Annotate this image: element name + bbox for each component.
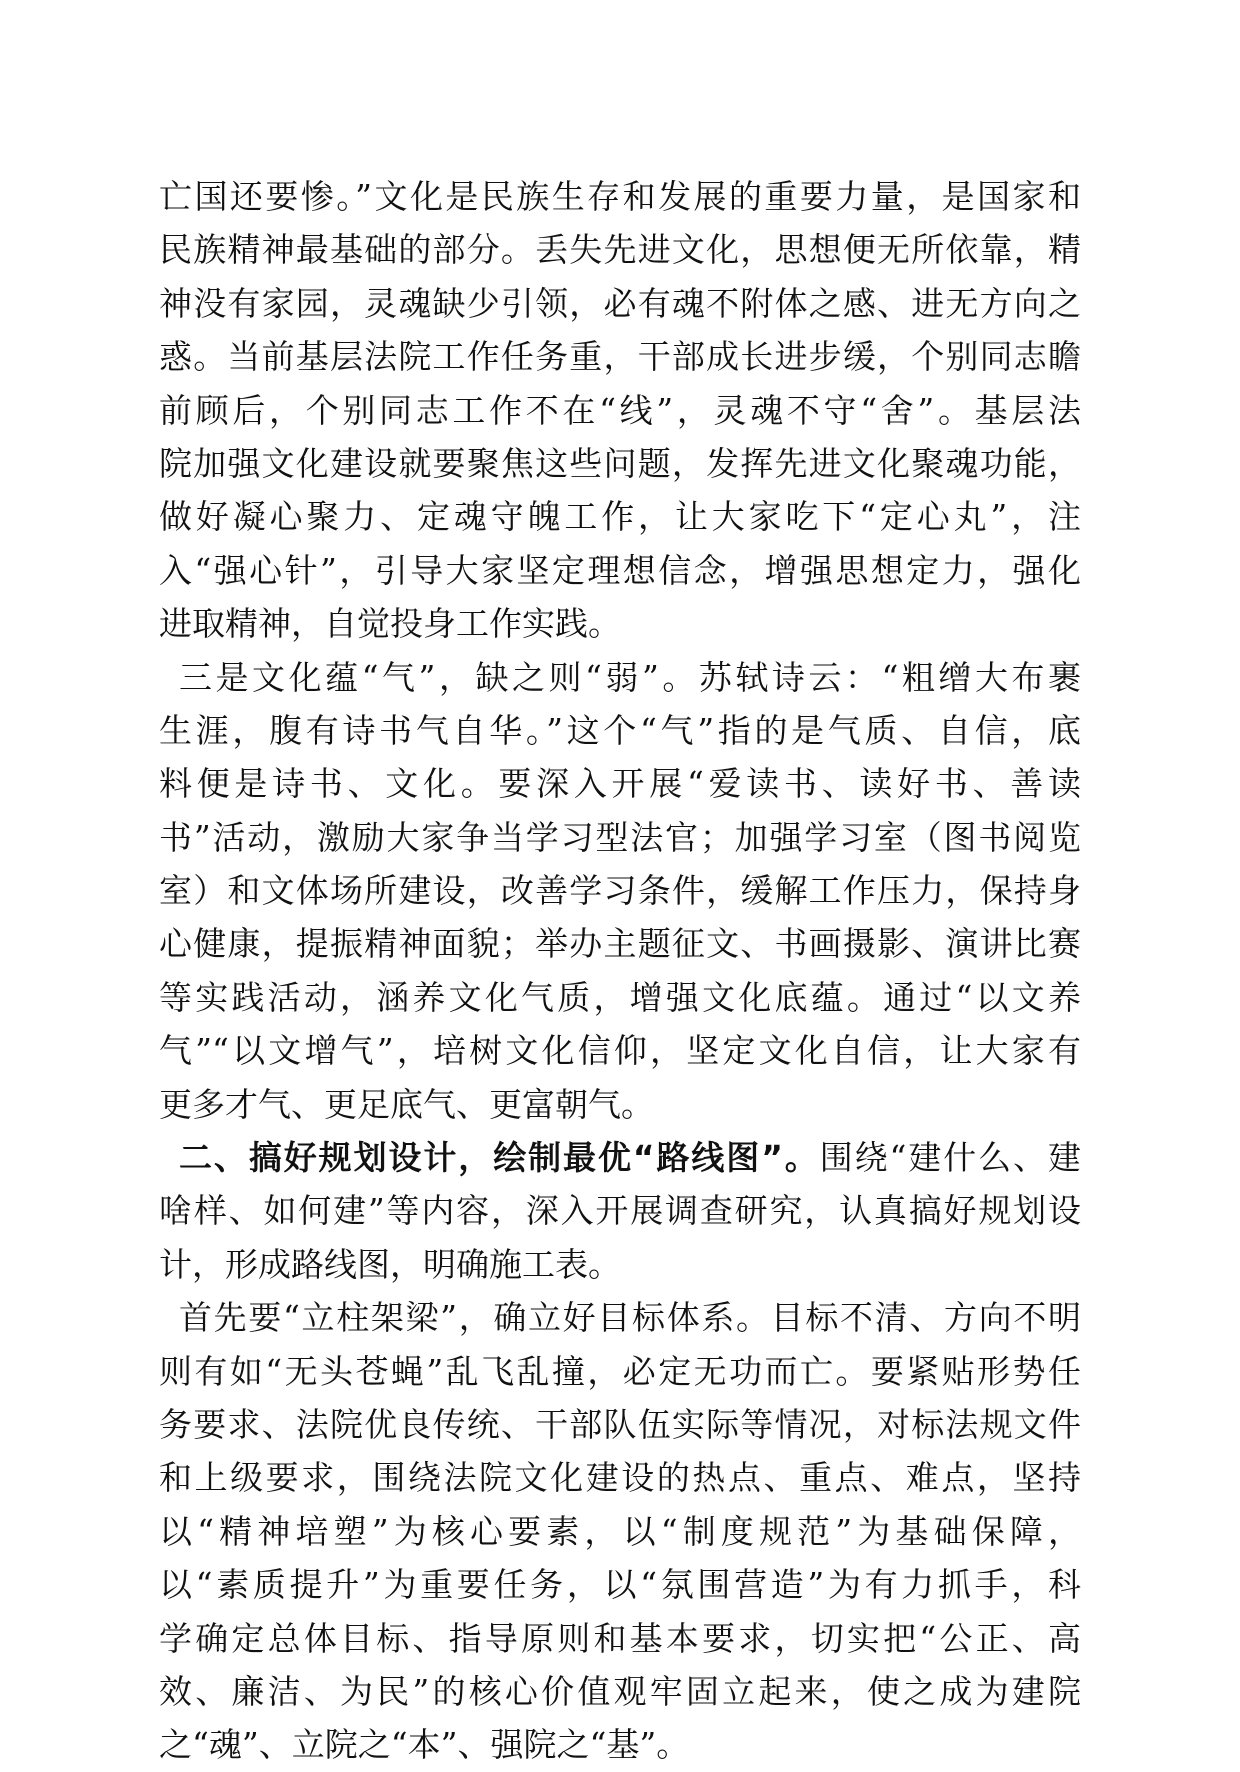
text-line: 料便是诗书、文化。要深入开展“爱读书、读好书、善读 [159, 764, 1081, 804]
section-heading-line [159, 1131, 1081, 1184]
text-line: 室）和文体场所建设，改善学习条件，缓解工作压力，保持身 [159, 871, 1081, 911]
text-line: 做好凝心聚力、定魂守魄工作，让大家吃下“定心丸”，注 [159, 497, 1081, 537]
text-line: 以“精神培塑”为核心要素，以“制度规范”为基础保障， [159, 1511, 1081, 1551]
paragraph-1 [159, 170, 1081, 651]
text-line: 更多才气、更足底气、更富朝气。 [159, 1084, 654, 1124]
text-line: 书”活动，激励大家争当学习型法官；加强学习室（图书阅览 [159, 817, 1081, 857]
text-line: 前顾后，个别同志工作不在“线”，灵魂不守“舍”。基层法 [159, 390, 1081, 430]
text-line: 气”“以文增气”，培树文化信仰，坚定文化自信，让大家有 [159, 1031, 1081, 1071]
text-line: 效、廉洁、为民”的核心价值观牢固立起来，使之成为建院 [159, 1671, 1081, 1711]
text-line: 三是文化蕴“气”，缺之则“弱”。苏轼诗云：“粗缯大布裹 [179, 657, 1081, 697]
text-line: 心健康，提振精神面貌；举办主题征文、书画摄影、演讲比赛 [159, 924, 1081, 964]
text-line: 和上级要求，围绕法院文化建设的热点、重点、难点，坚持 [159, 1458, 1081, 1498]
paragraph-4 [159, 1291, 1081, 1772]
text-line: 惑。当前基层法院工作任务重，干部成长进步缓，个别同志瞻 [159, 337, 1081, 377]
text-line: 首先要“立柱架梁”，确立好目标体系。目标不清、方向不明 [179, 1298, 1081, 1338]
text-line: 务要求、法院优良传统、干部队伍实际等情况，对标法规文件 [159, 1404, 1081, 1444]
text-line: 学确定总体目标、指导原则和基本要求，切实把“公正、高 [159, 1618, 1081, 1658]
text-line: 民族精神最基础的部分。丢失先进文化，思想便无所依靠，精 [159, 230, 1081, 270]
paragraph-2 [159, 651, 1081, 1132]
text-line: 啥样、如何建”等内容，深入开展调查研究，认真搞好规划设 [159, 1191, 1081, 1231]
text-line: 生涯，腹有诗书气自华。”这个“气”指的是气质、自信，底 [159, 710, 1081, 750]
text-line: 神没有家园，灵魂缺少引领，必有魂不附体之感、进无方向之 [159, 283, 1081, 323]
text-line: 入“强心针”，引导大家坚定理想信念，增强思想定力，强化 [159, 550, 1081, 590]
heading-continuation: 围绕“建什么、建 [819, 1138, 1081, 1178]
paragraph-3-section-heading [159, 1131, 1081, 1291]
text-line: 则有如“无头苍蝇”乱飞乱撞，必定无功而亡。要紧贴形势任 [159, 1351, 1081, 1391]
text-line: 等实践活动，涵养文化气质，增强文化底蕴。通过“以文养 [159, 977, 1081, 1017]
text-line: 计，形成路线图，明确施工表。 [159, 1244, 621, 1284]
text-line: 进取精神，自觉投身工作实践。 [159, 604, 621, 644]
section-heading: 二、搞好规划设计，绘制最优“路线图”。 [179, 1138, 820, 1178]
text-line: 之“魂”、立院之“本”、强院之“基”。 [159, 1725, 690, 1765]
document-page [159, 170, 1081, 1772]
text-line: 院加强文化建设就要聚焦这些问题，发挥先进文化聚魂功能， [159, 443, 1081, 483]
text-line: 以“素质提升”为重要任务，以“氛围营造”为有力抓手，科 [159, 1565, 1081, 1605]
text-line: 亡国还要惨。”文化是民族生存和发展的重要力量，是国家和 [159, 177, 1081, 216]
